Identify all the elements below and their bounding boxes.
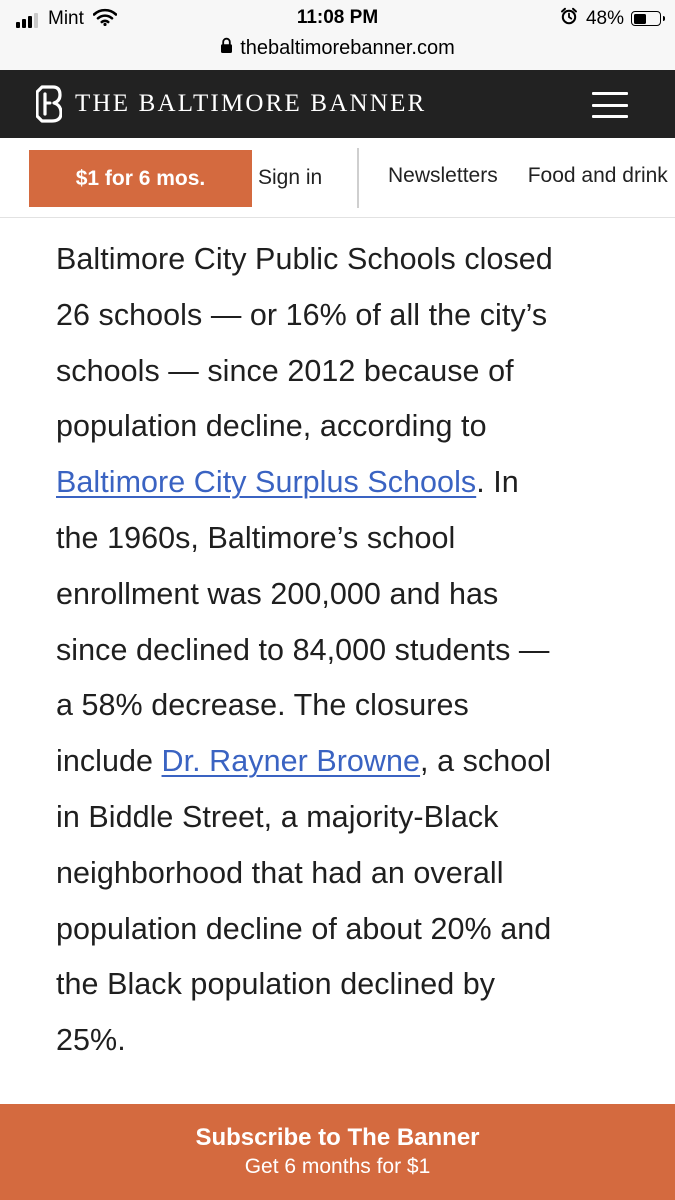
article-body [56,232,636,1069]
article-line: Baltimore City Public Schools closed [56,242,553,276]
link-dr-rayner-browne[interactable]: Dr. Rayner Browne [161,744,421,779]
article-line: 25%. [56,1023,126,1058]
url-bar[interactable] [0,36,675,70]
article-line: a 58% decrease. The closures [56,688,469,723]
article-line: neighborhood that had an overall [56,855,504,890]
carrier-name: Mint [48,8,84,29]
nav-divider [357,148,359,208]
article-line: population decline, according to [56,409,487,444]
battery-icon [631,11,661,26]
article-line: the 1960s, Baltimore’s school [56,520,456,555]
subscribe-cta-banner[interactable] [0,1104,675,1200]
article-line: since declined to 84,000 students — [56,632,550,667]
lock-icon [220,37,233,59]
sign-in-link[interactable]: Sign in [258,166,323,189]
status-time: 11:08 PM [296,7,379,28]
battery-level [634,14,646,24]
article-text: , a school [420,744,552,779]
cta-title[interactable]: Subscribe to The Banner [195,1124,480,1151]
status-bar-right [560,7,661,30]
article-line [56,734,636,790]
article-line: schools — since 2012 because of [56,353,514,388]
site-header [0,70,675,138]
nav-links [388,164,668,188]
cta-subtitle[interactable]: Get 6 months for $1 [244,1155,431,1178]
article-line: enrollment was 200,000 and has [56,576,499,611]
article-text: include [56,744,162,779]
status-bar [0,0,675,36]
banner-logo-icon[interactable] [36,85,62,128]
brand-name[interactable]: THE BALTIMORE BANNER [75,90,427,117]
alarm-icon [560,7,578,30]
article-line: the Black population declined by [56,967,496,1002]
article-line: in Biddle Street, a majority-Black [56,799,499,834]
menu-icon[interactable] [592,92,628,118]
article-line: population decline of about 20% and [56,911,552,946]
article-line [56,455,636,511]
nav-link-newsletters[interactable]: Newsletters [388,164,498,187]
article-text: . In [476,465,519,500]
sub-navigation [0,138,675,218]
battery-percent: 48% [585,7,624,29]
url-text[interactable]: thebaltimorebanner.com [240,36,455,59]
nav-link-food-and-drink[interactable]: Food and drink [527,164,668,187]
article-line: 26 schools — or 16% of all the city’s [56,297,548,332]
link-baltimore-city-surplus-schools[interactable]: Baltimore City Surplus Schools [56,465,477,500]
subscribe-promo-button[interactable]: $1 for 6 mos. [29,150,252,207]
